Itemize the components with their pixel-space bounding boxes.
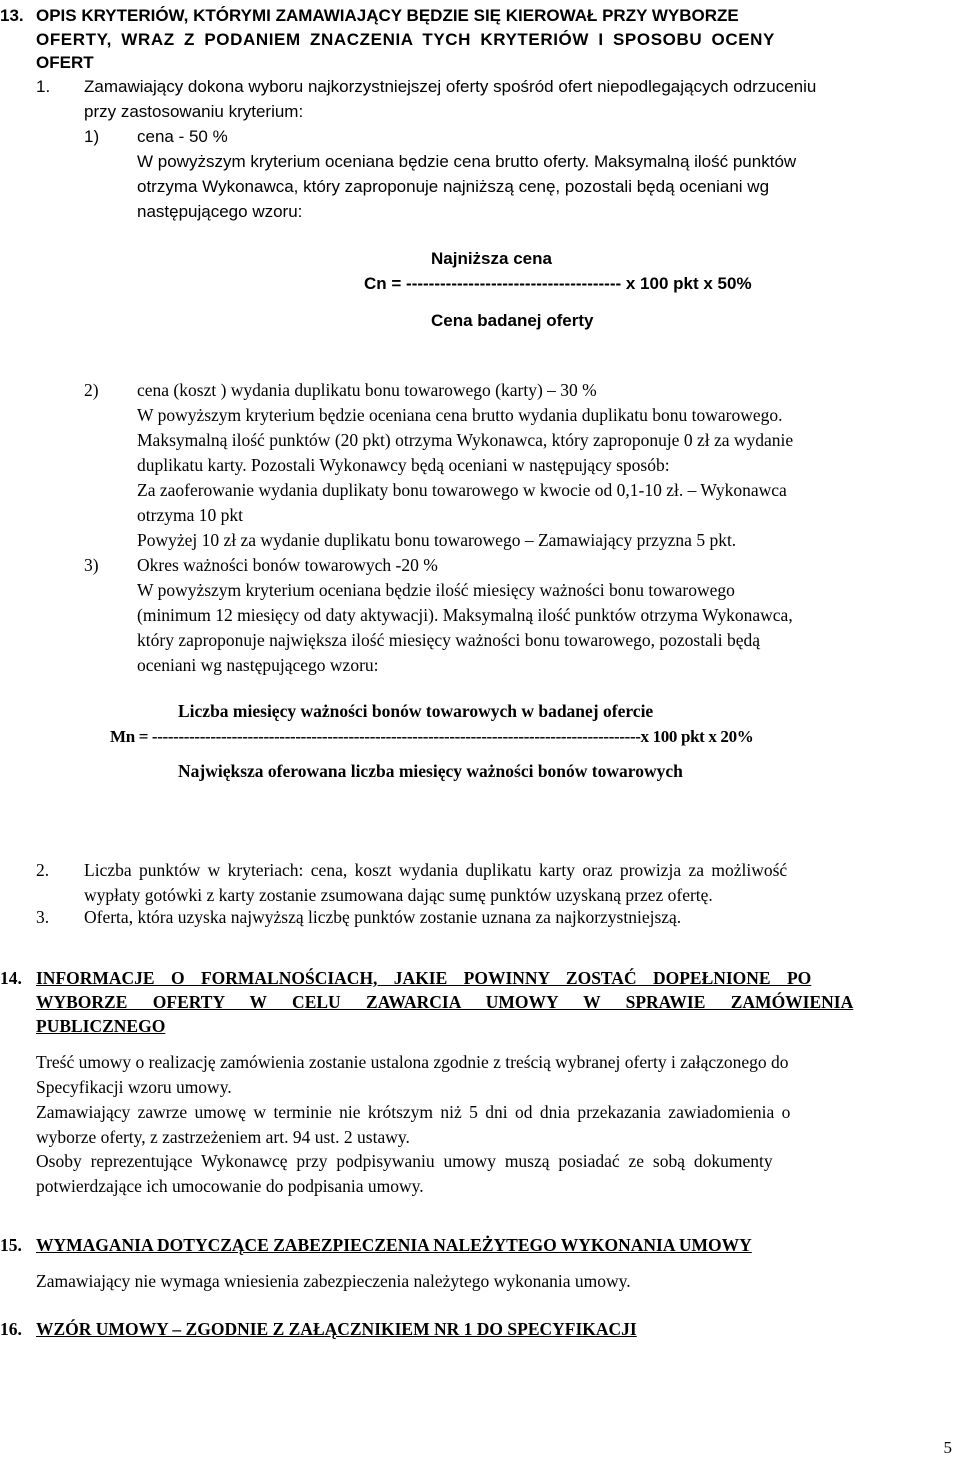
section-number: 13. <box>0 6 24 25</box>
section-title: WYMAGANIA DOTYCZĄCE ZABEZPIECZENIA NALEŻYTEGO WYKONANIA UMOWY <box>36 1235 752 1255</box>
criterion-title: Okres ważności bonów towarowych -20 % <box>137 555 438 575</box>
section-title-line: PUBLICZNEGO <box>36 1016 166 1036</box>
criterion-text: W powyższym kryterium oceniana będzie ilość miesięcy ważności bonu towarowego <box>137 580 735 600</box>
criterion-title: cena - 50 % <box>137 127 228 146</box>
body-text: Treść umowy o realizację zamówienia zostanie ustalona zgodnie z treścią wybranej oferty i załączonego do <box>36 1052 789 1072</box>
section-number: 15. <box>0 1235 22 1255</box>
body-text: Zamawiający nie wymaga wniesienia zabezpieczenia należytego wykonania umowy. <box>36 1271 631 1291</box>
paragraph-text: przy zastosowaniu kryterium: <box>84 102 304 121</box>
criterion-number: 2) <box>84 380 99 400</box>
body-text: Osoby reprezentujące Wykonawcę przy podpisywaniu umowy muszą posiadać ze sobą dokumenty <box>36 1151 773 1171</box>
section-number: 16. <box>0 1319 22 1339</box>
criterion-number: 3) <box>84 555 99 575</box>
criterion-text: W powyższym kryterium będzie oceniana cena brutto wydania duplikatu bonu towarowego. <box>137 405 783 425</box>
formula-mn: Mn = --------------------------------------------------------------------------------------------x 100 pkt x 20% <box>110 727 754 746</box>
formula-cn: Cn = -------------------------------------- x 100 pkt x 50% <box>364 274 752 293</box>
criterion-text: Maksymalną ilość punktów (20 pkt) otrzyma Wykonawca, który zaproponuje 0 zł za wydanie <box>137 430 794 450</box>
section-title-line: WYBORZE OFERTY W CELU ZAWARCIA UMOWY W SPRAWIE ZAMÓWIENIA <box>36 992 854 1012</box>
page-number: 5 <box>943 1438 952 1457</box>
section-title-line: OFERTY, WRAZ Z PODANIEM ZNACZENIA TYCH KRYTERIÓW I SPOSOBU OCENY <box>36 30 775 49</box>
criterion-text: otrzyma 10 pkt <box>137 505 243 525</box>
criterion-number: 1) <box>84 127 100 146</box>
paragraph-number: 1. <box>36 77 51 96</box>
section-title-text: OPIS KRYTERIÓW, KTÓRYMI ZAMAWIAJĄCY BĘDZIE SIĘ KIEROWAŁ PRZY WYBORZE <box>36 6 739 25</box>
section-title-line: INFORMACJE O FORMALNOŚCIACH, JAKIE POWINNY ZOSTAĆ DOPEŁNIONE PO <box>36 968 812 988</box>
criterion-text: który zaproponuje największa ilość miesięcy ważności bonu towarowego, pozostali będą <box>137 630 761 650</box>
paragraph-text: Zamawiający dokona wyboru najkorzystniejszej oferty spośród ofert niepodlegających odrzuceniu <box>84 77 817 96</box>
formula-numerator: Liczba miesięcy ważności bonów towarowych w badanej ofercie <box>178 701 654 721</box>
formula-denominator: Największa oferowana liczba miesięcy ważności bonów towarowych <box>178 761 683 781</box>
criterion-title: cena (koszt ) wydania duplikatu bonu towarowego (karty) – 30 % <box>137 380 597 400</box>
section-title: WZÓR UMOWY – ZGODNIE Z ZAŁĄCZNIKIEM NR 1 DO SPECYFIKACJI <box>36 1319 637 1339</box>
criterion-text: Powyżej 10 zł za wydanie duplikatu bonu towarowego – Zamawiający przyzna 5 pkt. <box>137 530 737 550</box>
paragraph-number: 3. <box>36 907 50 927</box>
section-number: 14. <box>0 968 22 988</box>
formula-denominator: Cena badanej oferty <box>431 311 594 330</box>
paragraph-text: wypłaty gotówki z karty zostanie zsumowana dając sumę punktów uzyskaną przez ofertę. <box>84 885 713 905</box>
criterion-text: Za zaoferowanie wydania duplikaty bonu towarowego w kwocie od 0,1-10 zł. – Wykonawca <box>137 480 787 500</box>
body-text: wyborze oferty, z zastrzeżeniem art. 94 ust. 2 ustawy. <box>36 1127 410 1147</box>
paragraph-text: Liczba punktów w kryteriach: cena, koszt wydania duplikatu karty oraz prowizja za możliwość <box>84 860 788 880</box>
criterion-text: następującego wzoru: <box>137 202 303 221</box>
criterion-text: otrzyma Wykonawca, który zaproponuje najniższą cenę, pozostali będą oceniani wg <box>137 177 770 196</box>
criterion-text: (minimum 12 miesięcy od daty aktywacji). Maksymalną ilość punktów otrzyma Wykonawca, <box>137 605 793 625</box>
criterion-text: oceniani wg następującego wzoru: <box>137 655 379 675</box>
body-text: potwierdzające ich umocowanie do podpisania umowy. <box>36 1176 424 1196</box>
criterion-text: duplikatu karty. Pozostali Wykonawcy będą oceniani w następujący sposób: <box>137 455 670 475</box>
paragraph-number: 2. <box>36 860 50 880</box>
body-text: Specyfikacji wzoru umowy. <box>36 1077 232 1097</box>
section-title-line: OFERT <box>36 53 94 72</box>
body-text: Zamawiający zawrze umowę w terminie nie krótszym niż 5 dni od dnia przekazania zawiadomienia o <box>36 1102 791 1122</box>
paragraph-text: Oferta, która uzyska najwyższą liczbę punktów zostanie uznana za najkorzystniejszą. <box>84 907 682 927</box>
section-title-line <box>36 7 956 24</box>
criterion-text: W powyższym kryterium oceniana będzie cena brutto oferty. Maksymalną ilość punktów <box>137 152 797 171</box>
formula-numerator: Najniższa cena <box>431 249 552 268</box>
